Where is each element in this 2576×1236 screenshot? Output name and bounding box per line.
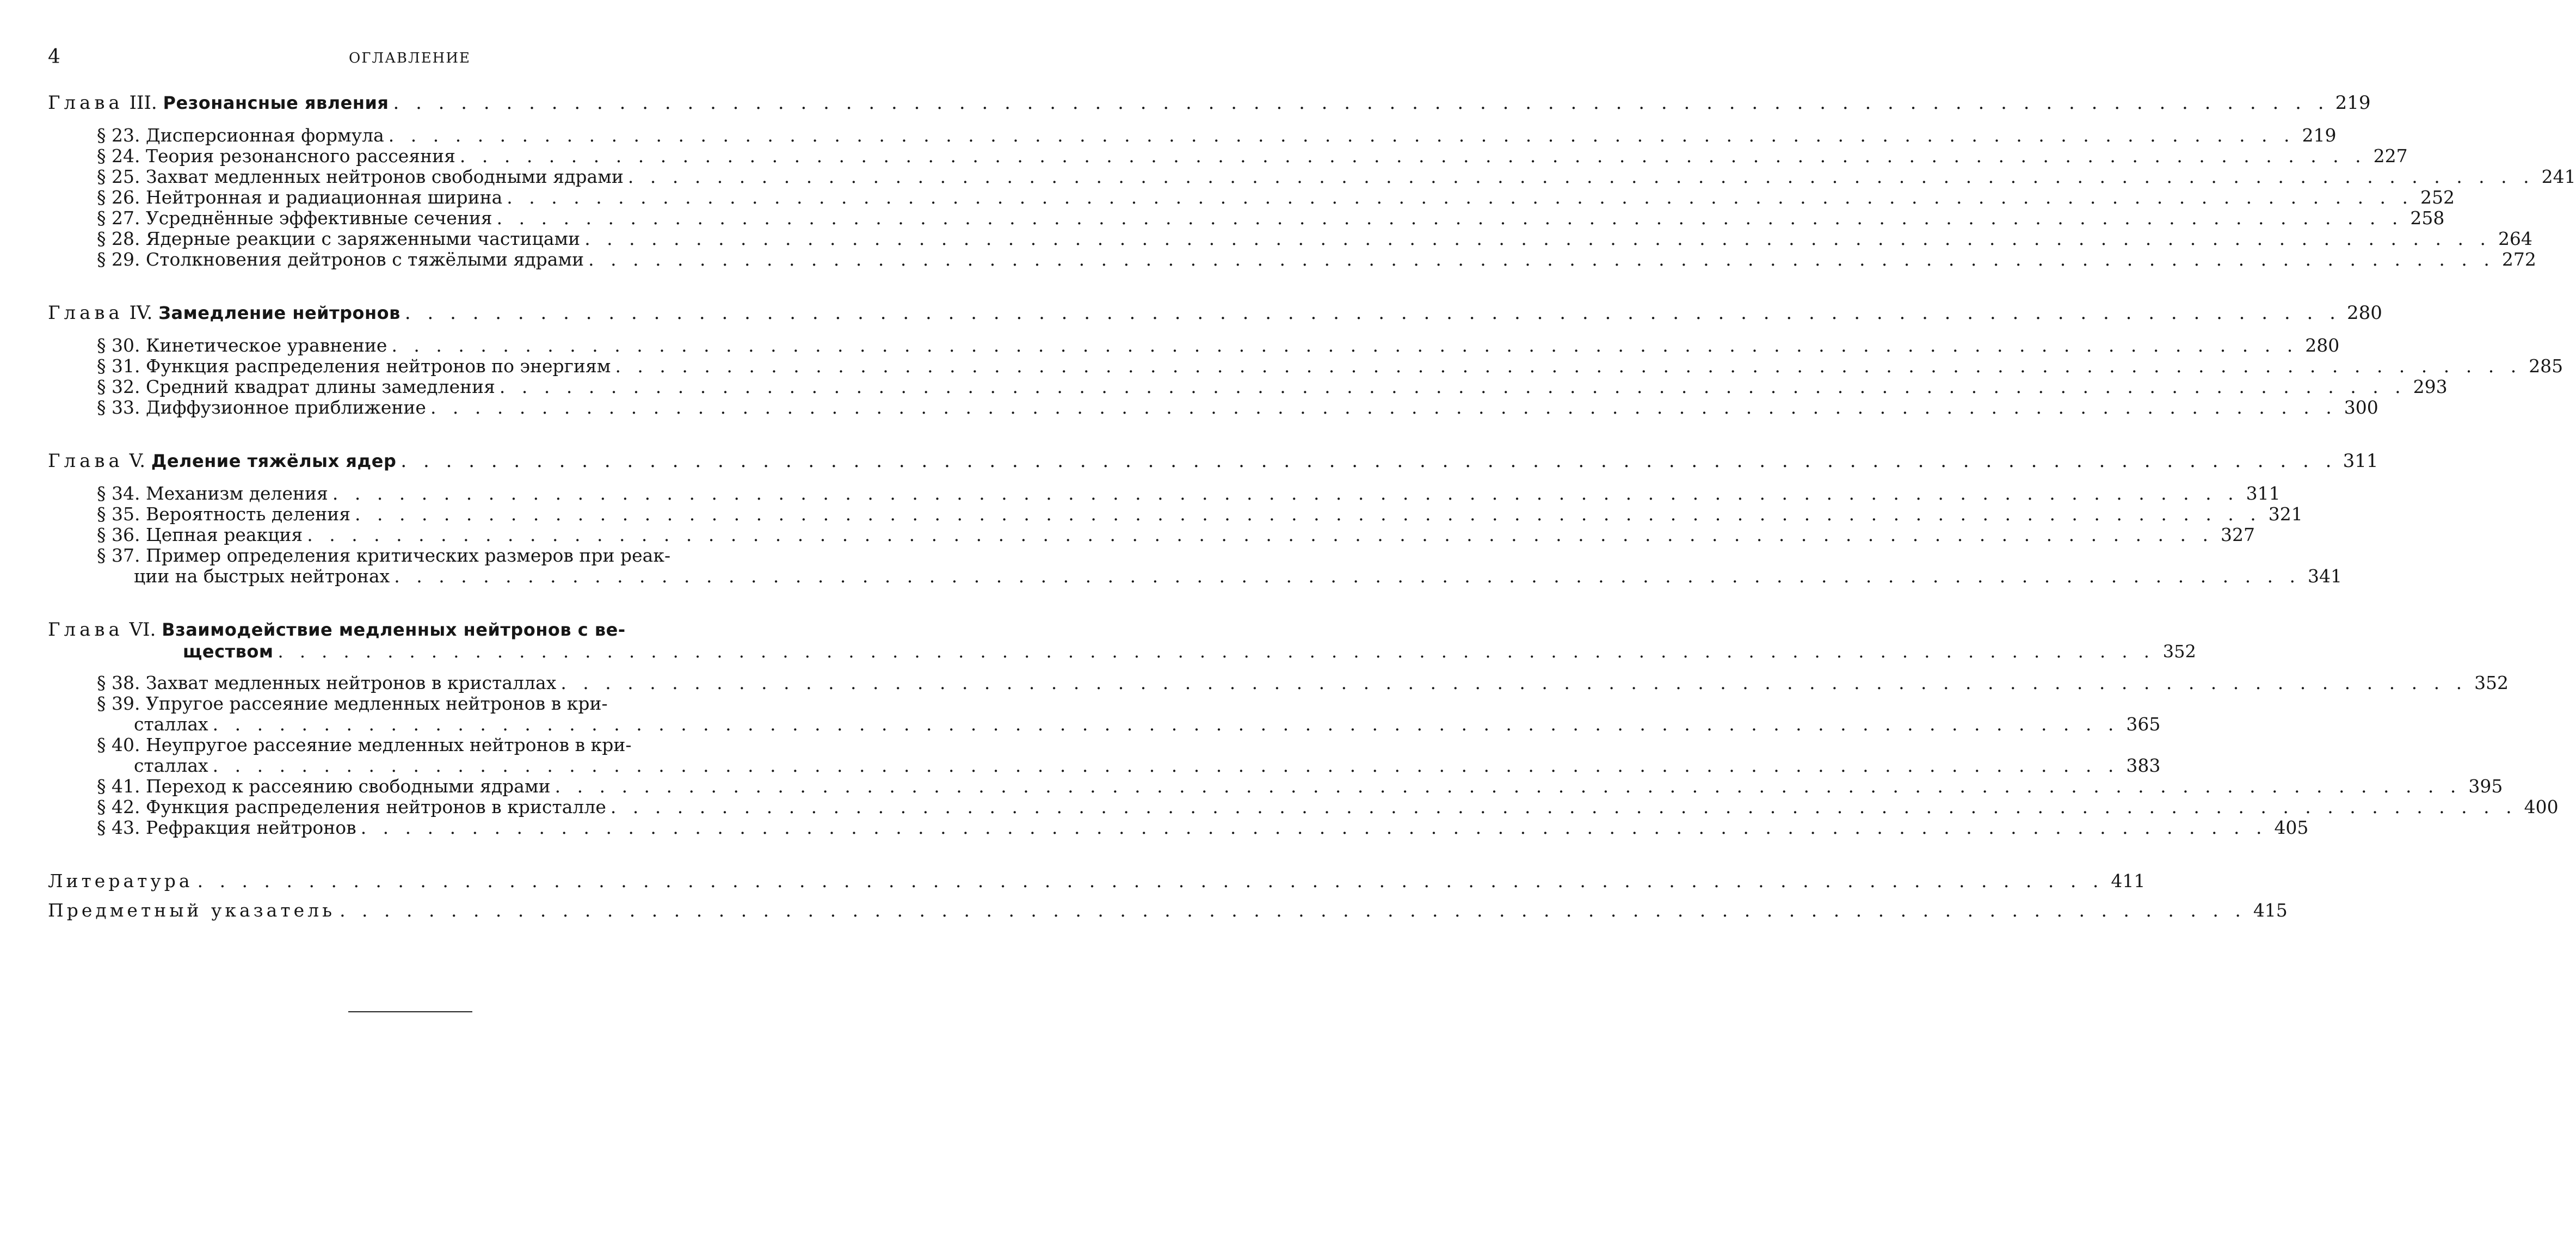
chapter-3 — [48, 91, 2576, 270]
index-title: Предметный указатель — [48, 900, 336, 921]
section-entry — [97, 776, 2503, 797]
section-page: 264 — [2498, 228, 2532, 249]
chapter-6 — [48, 618, 2559, 838]
section-entry — [97, 796, 2559, 817]
section-entry — [97, 187, 2455, 208]
section-title: § 31. Функция распределения нейтронов по энергиям — [97, 355, 611, 377]
section-entry — [97, 524, 2255, 545]
chapter-title: Замедление нейтронов — [158, 303, 400, 323]
section-title: § 41. Переход к рассеянию свободными ядрами — [97, 776, 551, 797]
section-page: 365 — [2126, 714, 2161, 735]
section-title-continuation: сталлах — [134, 755, 208, 776]
dot-leader — [273, 641, 2156, 662]
running-title: ОГЛАВЛЕНИЕ — [348, 50, 471, 66]
dot-leader — [426, 397, 2339, 418]
dot-leader — [584, 249, 2497, 270]
section-list — [48, 483, 2343, 587]
section-entry — [97, 249, 2536, 270]
section-entry-continuation — [97, 714, 2161, 735]
index-page: 415 — [2253, 900, 2288, 921]
section-entry — [97, 672, 2509, 693]
section-page: 383 — [2126, 755, 2161, 776]
section-entry — [97, 125, 2337, 146]
section-title: § 40. Неупругое рассеяние медленных нейтронов в кри- — [97, 734, 632, 755]
dot-leader — [492, 208, 2406, 229]
section-entry-first-line — [97, 735, 772, 755]
section-title: § 27. Усреднённые эффективные сечения — [97, 207, 492, 229]
section-title: § 26. Нейтронная и радиационная ширина — [97, 187, 503, 208]
dot-leader — [356, 817, 2270, 838]
dot-leader — [328, 483, 2241, 504]
section-entry — [97, 335, 2340, 356]
chapter-title-continuation: ществом — [183, 641, 274, 662]
chapter-heading — [48, 450, 2378, 472]
bibliography-entry — [48, 866, 2146, 896]
dot-leader — [400, 302, 2343, 324]
section-title: § 25. Захват медленных нейтронов свободными ядрами — [97, 166, 624, 187]
dot-leader — [387, 335, 2300, 356]
dot-leader — [502, 187, 2415, 208]
dot-leader — [208, 714, 2122, 735]
table-of-contents — [48, 91, 2576, 925]
section-title: § 34. Механизм деления — [97, 483, 328, 504]
section-page: 300 — [2344, 397, 2378, 418]
page-header — [48, 46, 772, 73]
section-list — [48, 125, 2576, 270]
section-entry — [97, 376, 2448, 397]
section-entry-continuation — [97, 755, 2161, 776]
section-title: § 32. Средний квадрат длины замедления — [97, 376, 495, 397]
section-entry — [97, 166, 2576, 187]
dot-leader — [455, 146, 2369, 167]
dot-leader — [624, 167, 2537, 187]
section-page: 241 — [2541, 166, 2576, 187]
section-entry — [97, 503, 2303, 525]
section-list — [48, 335, 2563, 418]
chapter-number: VI. — [129, 619, 156, 641]
dot-leader — [551, 776, 2464, 797]
section-page: 341 — [2308, 565, 2343, 587]
section-page: 321 — [2268, 503, 2303, 525]
section-title-continuation: сталлах — [134, 714, 208, 735]
section-entry — [97, 817, 2309, 838]
section-entry — [97, 483, 2281, 504]
section-title: § 33. Диффузионное приближение — [97, 397, 426, 418]
dot-leader — [580, 229, 2493, 249]
chapter-heading — [48, 91, 2371, 114]
section-page: 219 — [2302, 125, 2337, 146]
dot-leader — [335, 896, 2248, 925]
dot-leader — [384, 125, 2297, 146]
section-page: 272 — [2501, 249, 2536, 270]
section-title: § 35. Вероятность деления — [97, 503, 351, 525]
section-title: § 24. Теория резонансного рассеяния — [97, 145, 455, 167]
back-matter — [48, 866, 2288, 925]
chapter-page: 219 — [2335, 92, 2371, 114]
section-page: 285 — [2529, 355, 2563, 377]
chapter-5 — [48, 450, 2378, 587]
section-title: § 30. Кинетическое уравнение — [97, 335, 387, 356]
section-page: 352 — [2474, 672, 2509, 693]
section-entry-first-line — [97, 545, 772, 566]
section-entry — [97, 145, 2408, 167]
index-entry — [48, 896, 2288, 925]
chapter-heading — [48, 302, 2382, 324]
chapter-title: Деление тяжёлых ядер — [151, 451, 397, 471]
section-page: 311 — [2246, 483, 2281, 504]
dot-leader — [389, 91, 2331, 114]
dot-leader — [303, 525, 2216, 545]
dot-leader — [611, 356, 2524, 377]
chapter-page: 352 — [2162, 641, 2196, 662]
section-title: § 38. Захват медленных нейтронов в кристаллах — [97, 672, 557, 693]
dot-leader — [495, 377, 2408, 397]
section-page: 258 — [2410, 207, 2445, 229]
chapter-number: V. — [129, 450, 146, 472]
section-list — [48, 672, 2559, 838]
chapter-heading-continuation — [48, 641, 2196, 662]
section-title-continuation: ции на быстрых нейтронах — [134, 565, 390, 587]
chapter-label: Глава — [48, 302, 124, 324]
chapter-page: 311 — [2343, 450, 2378, 472]
section-page: 405 — [2274, 817, 2309, 838]
page-number: 4 — [48, 46, 60, 68]
bibliography-title: Литература — [48, 870, 193, 891]
chapter-label: Глава — [48, 619, 124, 641]
section-page: 280 — [2305, 335, 2340, 356]
chapter-page: 280 — [2347, 302, 2382, 324]
section-entry — [97, 355, 2563, 377]
section-page: 395 — [2468, 776, 2503, 797]
chapter-title: Резонансные явления — [163, 93, 389, 113]
section-title: § 23. Дисперсионная формула — [97, 125, 384, 146]
section-title: § 42. Функция распределения нейтронов в кристалле — [97, 796, 606, 817]
chapter-heading — [48, 618, 772, 641]
section-page: 227 — [2373, 145, 2408, 167]
chapter-4 — [48, 302, 2563, 418]
section-page: 327 — [2220, 524, 2255, 545]
dot-leader — [390, 566, 2303, 587]
section-entry-continuation — [97, 565, 2343, 587]
dot-leader — [193, 866, 2106, 896]
section-entry — [97, 207, 2445, 229]
section-title: § 37. Пример определения критических размеров при реак- — [97, 545, 671, 566]
section-entry — [97, 228, 2532, 249]
chapter-label: Глава — [48, 92, 124, 114]
dot-leader — [208, 755, 2122, 776]
dot-leader — [396, 450, 2339, 472]
section-title: § 43. Рефракция нейтронов — [97, 817, 356, 838]
section-title: § 28. Ядерные реакции с заряженными частицами — [97, 228, 581, 249]
section-page: 252 — [2420, 187, 2455, 208]
dot-leader — [556, 673, 2469, 693]
section-title: § 29. Столкновения дейтронов с тяжёлыми ядрами — [97, 249, 584, 270]
section-title: § 39. Упругое рассеяние медленных нейтронов в кри- — [97, 693, 608, 714]
section-entry-first-line — [97, 693, 772, 714]
dot-leader — [606, 797, 2519, 817]
section-entry — [97, 397, 2378, 418]
section-page: 293 — [2413, 376, 2448, 397]
end-rule — [348, 1011, 472, 1012]
dot-leader — [350, 504, 2264, 525]
chapter-label: Глава — [48, 450, 124, 472]
section-page: 400 — [2524, 796, 2559, 817]
chapter-number: IV. — [129, 302, 153, 324]
section-title: § 36. Цепная реакция — [97, 524, 303, 545]
chapter-title: Взаимодействие медленных нейтронов с ве- — [162, 619, 626, 640]
chapter-number: III. — [129, 92, 157, 114]
bibliography-page: 411 — [2111, 870, 2146, 891]
